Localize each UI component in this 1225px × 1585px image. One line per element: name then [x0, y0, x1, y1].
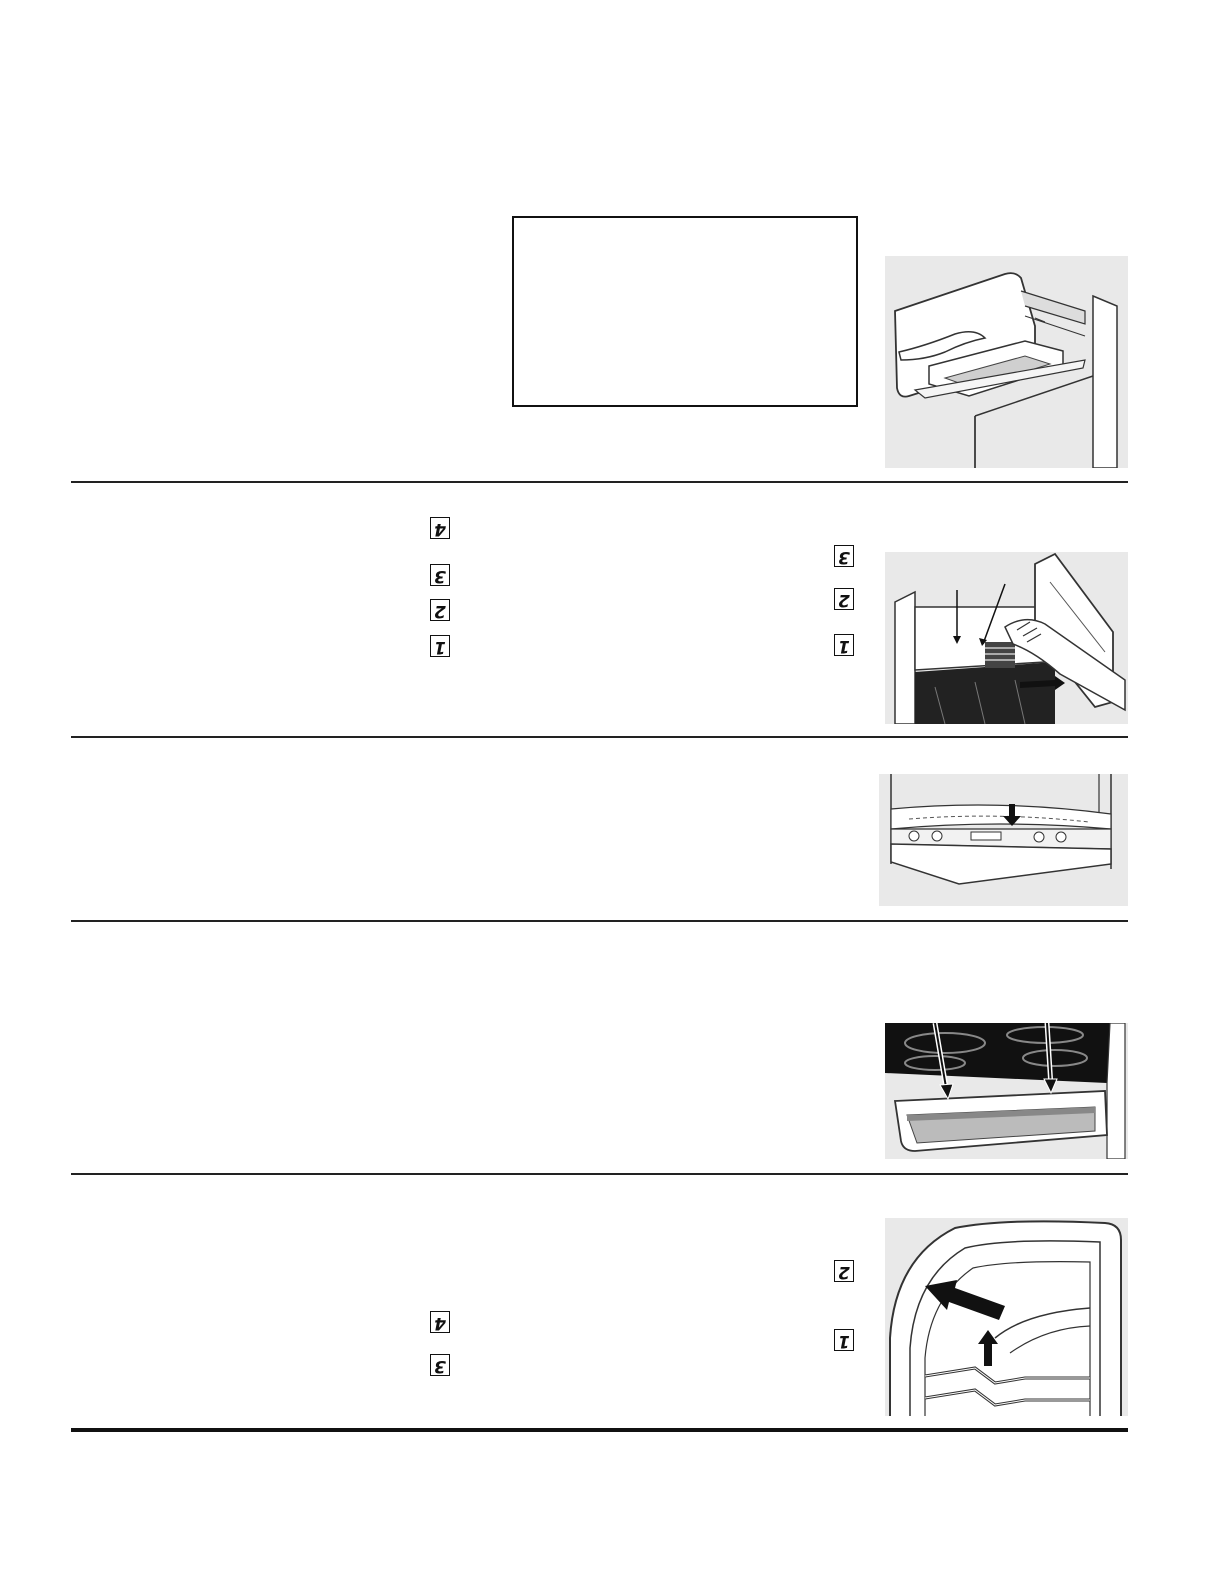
step-number-badge: 3	[834, 545, 854, 567]
section-divider	[71, 1173, 1128, 1175]
step-number-badge: 1	[430, 635, 450, 657]
page-bottom-rule	[71, 1428, 1128, 1432]
step-number-badge: 1	[834, 634, 854, 656]
lower-panel-illustration	[879, 774, 1128, 906]
step-number-badge: 4	[430, 517, 450, 539]
step-number-badge: 3	[430, 1354, 450, 1376]
drawer-tray-illustration	[885, 256, 1128, 468]
step-number-badge: 2	[834, 588, 854, 610]
oven-door-arrows-illustration	[885, 1218, 1128, 1416]
section-divider	[71, 920, 1128, 922]
step-number-badge: 3	[430, 564, 450, 586]
hand-pull-panel-illustration	[885, 552, 1128, 724]
step-number-badge: 2	[834, 1260, 854, 1282]
cooktop-drawer-illustration	[885, 1023, 1128, 1159]
step-number-badge: 4	[430, 1311, 450, 1333]
section-divider	[71, 736, 1128, 738]
blank-callout-box	[512, 216, 858, 407]
step-number-badge: 1	[834, 1329, 854, 1351]
section-divider	[71, 481, 1128, 483]
step-number-badge: 2	[430, 599, 450, 621]
